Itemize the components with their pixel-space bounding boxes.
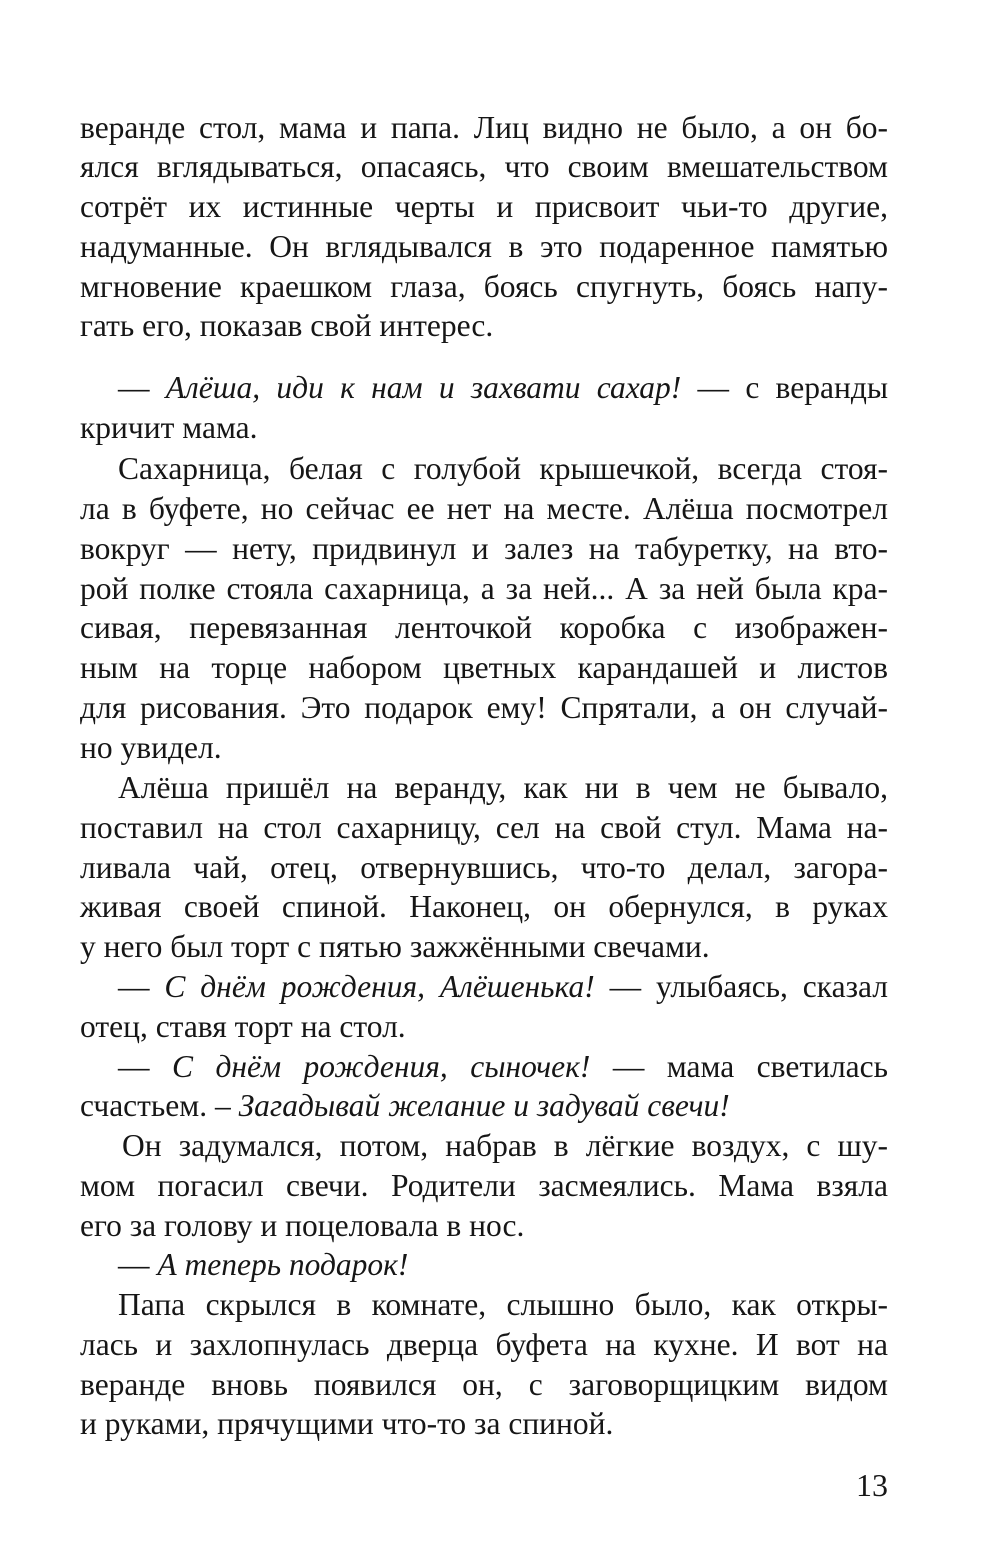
- text-line: [80, 688, 888, 728]
- text-line: [80, 187, 888, 227]
- text-run: —: [118, 1247, 158, 1282]
- italic-text-run: С днём рождения, сыночек!: [171, 1049, 591, 1084]
- text-line: [80, 227, 888, 267]
- text-run: ялся вглядываться, опасаясь, что своим вмешательством: [80, 149, 888, 184]
- text-run: ливала чай, отец, отвернувшись, что-то делал, загора-: [80, 850, 888, 885]
- text-run: веранде стол, мама и папа. Лиц видно не было, а он бо-: [80, 110, 888, 145]
- text-run: Папа скрылся в комнате, слышно было, как откры-: [118, 1287, 888, 1322]
- text-run: и руками, прячущими что-то за спиной.: [80, 1406, 614, 1441]
- text-line: [80, 147, 888, 187]
- text-line: [80, 1086, 730, 1126]
- text-run: — улыбаясь, сказал: [594, 969, 888, 1004]
- text-run: сотрёт их истинные черты и присвоит чьи-то другие,: [80, 189, 888, 224]
- text-run: — с веранды: [681, 370, 889, 405]
- text-line: [80, 1007, 406, 1047]
- text-line: [80, 848, 888, 888]
- italic-text-run: С днём рождения, Алёшенька!: [164, 969, 595, 1004]
- text-run: ным на торце набором цветных карандашей и листов: [80, 650, 888, 685]
- text-run: — мама светилась: [590, 1049, 888, 1084]
- text-line: [80, 808, 888, 848]
- text-line: [118, 1285, 888, 1325]
- text-run: надуманные. Он вглядывался в это подаренное памятью: [80, 229, 888, 264]
- text-line: [80, 648, 888, 688]
- text-line: [80, 728, 222, 768]
- text-line: [118, 768, 888, 808]
- text-run: его за голову и поцеловала в нос.: [80, 1208, 525, 1243]
- text-line: [118, 1245, 408, 1285]
- text-line: [118, 967, 888, 1007]
- text-run: живая своей спиной. Наконец, он обернулся, в руках: [80, 889, 888, 924]
- text-run: у него был торт с пятью зажжёнными свечами.: [80, 929, 710, 964]
- text-line: [118, 1047, 888, 1087]
- text-line: [80, 569, 888, 609]
- text-line: [80, 267, 888, 307]
- italic-text-run: Загадывай желание и задувай свечи!: [238, 1088, 730, 1123]
- text-line: [80, 1325, 888, 1365]
- text-run: ла в буфете, но сейчас ее нет на месте. Алёша посмотрел: [80, 491, 888, 526]
- text-line: [80, 108, 888, 148]
- text-run: отец, ставя торт на стол.: [80, 1009, 406, 1044]
- italic-text-run: А теперь подарок!: [157, 1247, 409, 1282]
- text-run: кричит мама.: [80, 410, 258, 445]
- text-run: рой полке стояла сахарница, а за ней... А за ней была кра-: [80, 571, 888, 606]
- text-run: мгновение краешком глаза, боясь спугнуть, боясь напу-: [80, 269, 888, 304]
- text-run: веранде вновь появился он, с заговорщицким видом: [80, 1367, 888, 1402]
- text-line: [118, 449, 888, 489]
- text-line: [80, 1365, 888, 1405]
- text-run: но увидел.: [80, 730, 222, 765]
- text-run: —: [118, 969, 165, 1004]
- text-line: [80, 489, 888, 529]
- text-line: [80, 1404, 613, 1444]
- text-line: [80, 887, 888, 927]
- text-run: Алёша пришёл на веранду, как ни в чем не бывало,: [118, 770, 888, 805]
- text-line: [80, 608, 888, 648]
- text-run: Он задумался, потом, набрав в лёгкие воздух, с шу-: [122, 1128, 888, 1163]
- text-run: сивая, перевязанная ленточкой коробка с изображен-: [80, 610, 888, 645]
- text-run: лась и захлопнулась дверца буфета на кухне. И вот на: [80, 1327, 888, 1362]
- page-number: 13: [856, 1467, 888, 1503]
- text-run: Сахарница, белая с голубой крышечкой, всегда стоя-: [118, 451, 888, 486]
- text-line: [80, 927, 710, 967]
- text-run: —: [118, 370, 166, 405]
- text-run: гать его, показав свой интерес.: [80, 308, 494, 343]
- italic-text-run: Алёша, иди к нам и захвати сахар!: [165, 370, 682, 405]
- text-line: [80, 1206, 524, 1246]
- text-line: [80, 408, 258, 448]
- text-line: [122, 1126, 888, 1166]
- text-run: счастьем. –: [80, 1088, 239, 1123]
- text-run: вокруг — нету, придвинул и залез на табуретку, на вто-: [80, 531, 888, 566]
- text-line: [118, 368, 888, 408]
- text-run: поставил на стол сахарницу, сел на свой стул. Мама на-: [80, 810, 888, 845]
- text-run: для рисования. Это подарок ему! Спрятали, а он случай-: [80, 690, 888, 725]
- text-line: [80, 1166, 888, 1206]
- text-line: [80, 529, 888, 569]
- text-run: —: [118, 1049, 172, 1084]
- text-run: мом погасил свечи. Родители засмеялись. Мама взяла: [80, 1168, 888, 1203]
- text-line: [80, 306, 493, 346]
